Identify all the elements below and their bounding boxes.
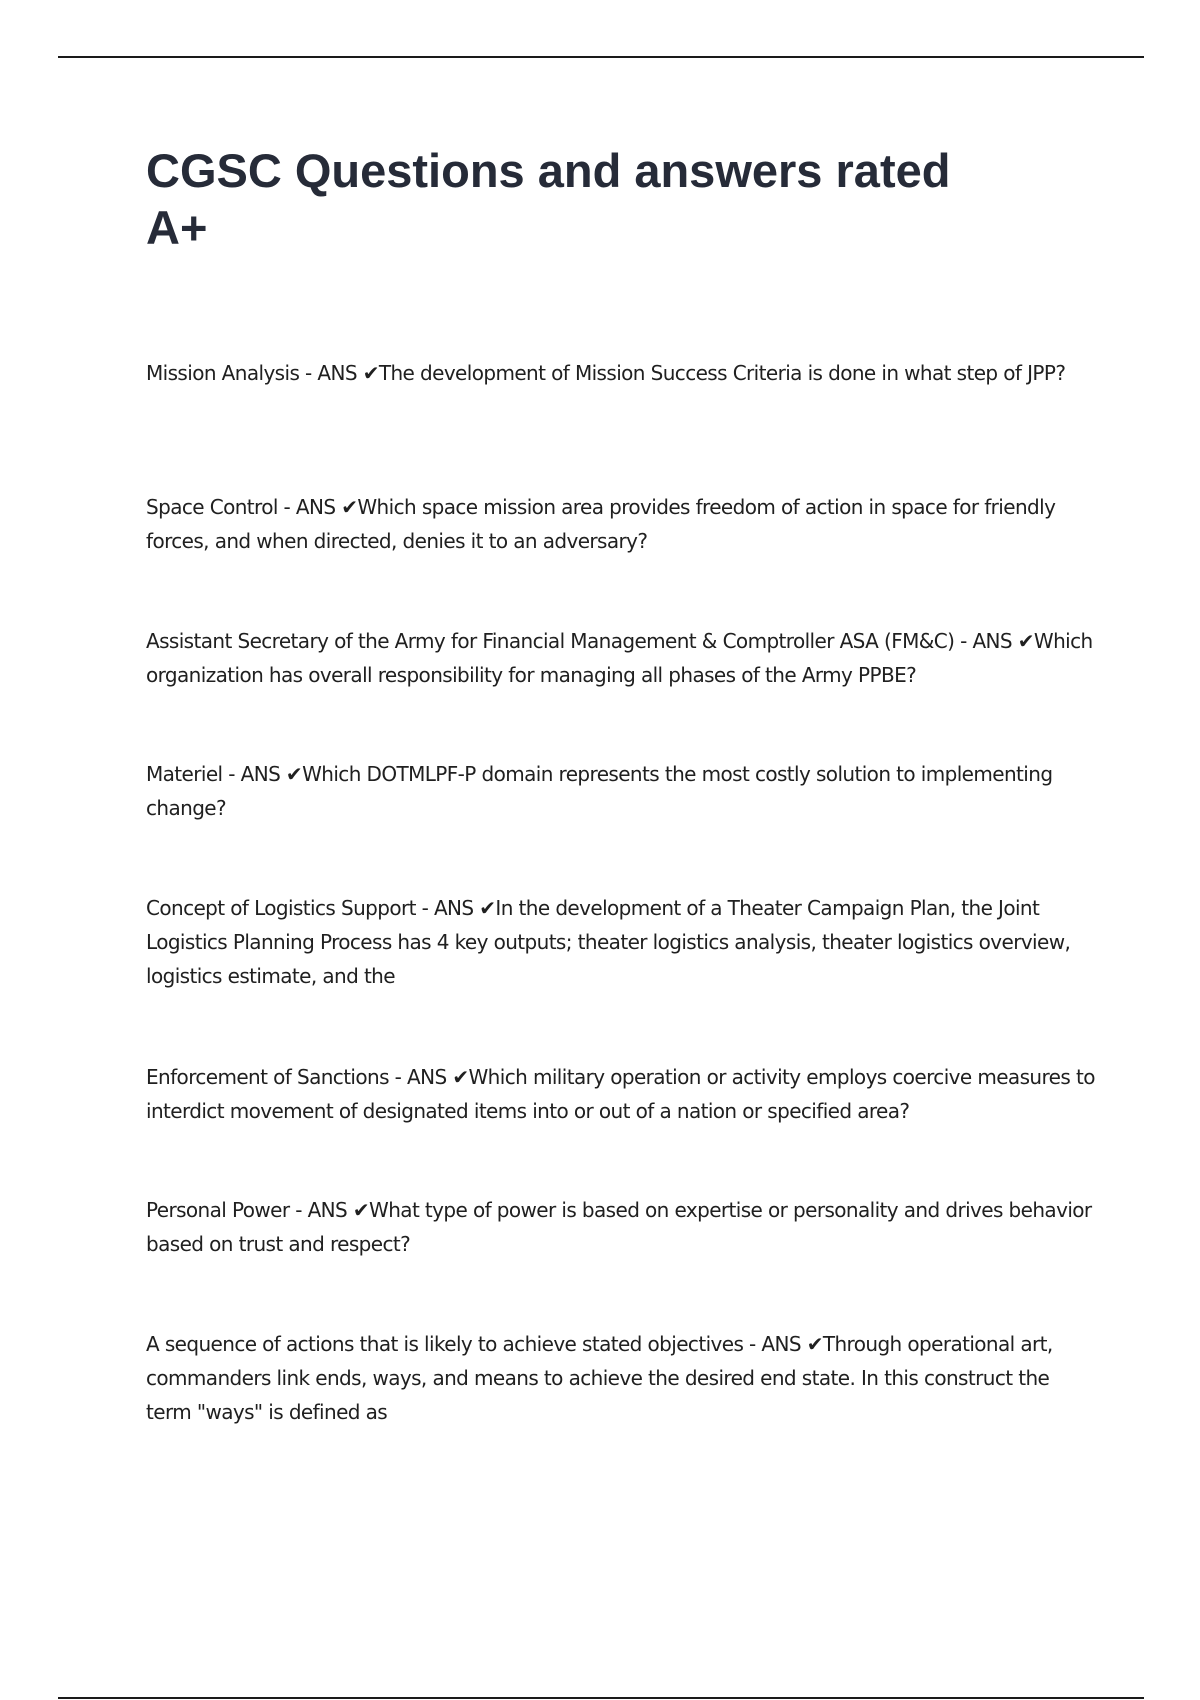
qa-entry-2: Space Control - ANS ✔Which space mission area provides freedom of action in space for friendly forces, and when directed, denies it to an adversary? bbox=[146, 495, 1056, 553]
qa-entry-1: Mission Analysis - ANS ✔The development of Mission Success Criteria is done in what step of JPP? bbox=[146, 361, 1066, 385]
qa-entry-3: Assistant Secretary of the Army for Financial Management & Comptroller ASA (FM&C) - ANS ✔Which organization has overall responsibility for managing all phases of the Army PPBE? bbox=[146, 629, 1093, 687]
qa-entry-7: Personal Power - ANS ✔What type of power is based on expertise or personality and drives behavior based on trust and respect? bbox=[146, 1198, 1092, 1256]
qa-entry-5: Concept of Logistics Support - ANS ✔In the development of a Theater Campaign Plan, the Joint Logistics Planning Process has 4 key outputs; theater logistics analysis, theater logistics overview, logistics estimate, and the bbox=[146, 896, 1071, 988]
qa-entry-8: A sequence of actions that is likely to achieve stated objectives - ANS ✔Through operational art, commanders link ends, ways, and means to achieve the desired end state. In this construct the term "ways" is defined as bbox=[146, 1332, 1053, 1424]
document-title: CGSC Questions and answers rated A+ bbox=[146, 144, 951, 254]
qa-entry-4: Materiel - ANS ✔Which DOTMLPF-P domain represents the most costly solution to implementing change? bbox=[146, 762, 1053, 820]
qa-entry-6: Enforcement of Sanctions - ANS ✔Which military operation or activity employs coercive measures to interdict movement of designated items into or out of a nation or specified area? bbox=[146, 1065, 1095, 1123]
bottom-divider bbox=[58, 1697, 1144, 1699]
top-divider bbox=[58, 56, 1144, 58]
